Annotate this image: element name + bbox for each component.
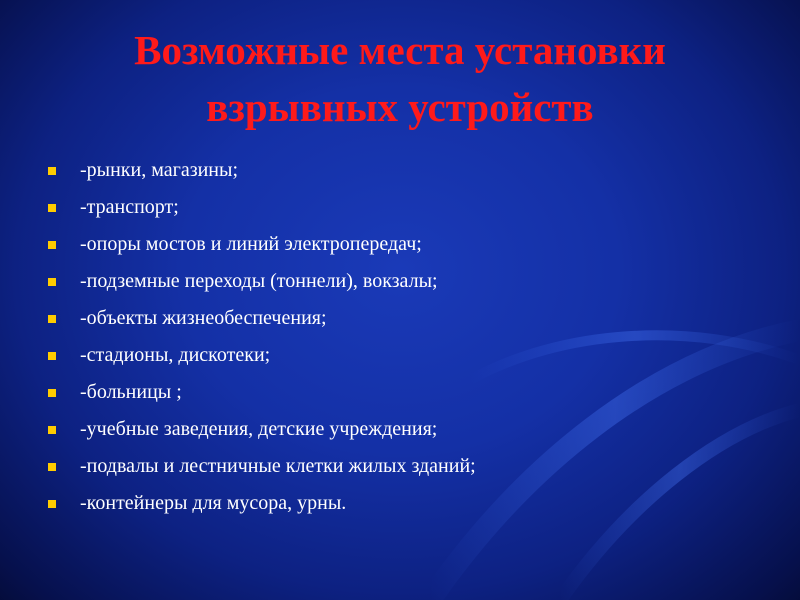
list-item [48,485,476,522]
title-line-2: взрывных устройств [206,84,594,130]
square-bullet-icon [48,278,56,286]
list-item-text: -стадионы, дискотеки; [80,344,271,366]
square-bullet-icon [48,500,56,508]
list-item [48,152,476,189]
list-item-text: -подвалы и лестничные клетки жилых зданий; [80,455,476,477]
list-item-text: -транспорт; [80,196,179,218]
list-item-text: -контейнеры для мусора, урны. [80,492,347,514]
list-item [48,263,476,300]
square-bullet-icon [48,204,56,212]
swoosh-curve-3 [470,335,800,380]
locations-list [48,152,476,522]
list-item-text: -подземные переходы (тоннели), вокзалы; [80,270,438,292]
square-bullet-icon [48,426,56,434]
list-item [48,448,476,485]
title-line-1: Возможные места установки [134,27,666,73]
list-item-text: -опоры мостов и линий электропередач; [80,233,422,255]
list-item [48,226,476,263]
list-item-text: -объекты жизнеобеспечения; [80,307,327,329]
swoosh-curve-1 [430,330,800,600]
slide-title [0,22,800,136]
list-item-text: -больницы ; [80,381,182,403]
list-item [48,337,476,374]
square-bullet-icon [48,315,56,323]
list-item [48,300,476,337]
swoosh-curve-2 [560,410,800,600]
square-bullet-icon [48,241,56,249]
list-item [48,374,476,411]
square-bullet-icon [48,352,56,360]
square-bullet-icon [48,463,56,471]
list-item-text: -рынки, магазины; [80,159,238,181]
list-item [48,411,476,448]
list-item-text: -учебные заведения, детские учреждения; [80,418,438,440]
square-bullet-icon [48,167,56,175]
list-item [48,189,476,226]
square-bullet-icon [48,389,56,397]
